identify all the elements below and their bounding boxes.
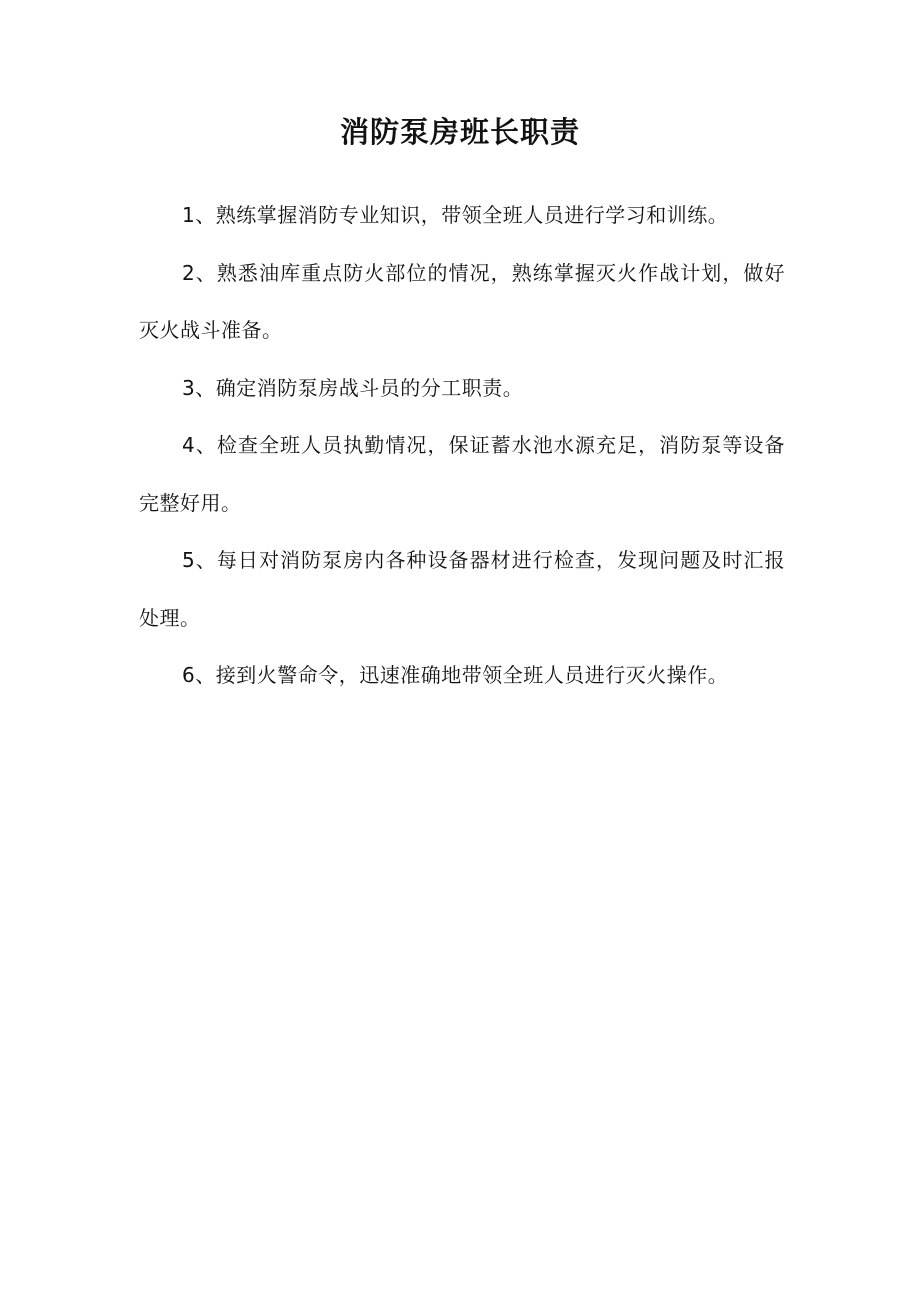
duty-item-5: 5、每日对消防泵房内各种设备器材进行检查，发现问题及时汇报处理。	[139, 548, 785, 630]
document-title: 消防泵房班长职责	[339, 115, 580, 149]
duty-item-2: 2、熟悉油库重点防火部位的情况，熟练掌握灭火作战计划，做好灭火战斗准备。	[139, 260, 785, 342]
duty-item-3: 3、确定消防泵房战斗员的分工职责。	[182, 375, 524, 400]
duty-item-6: 6、接到火警命令，迅速准确地带领全班人员进行灭火操作。	[182, 663, 729, 687]
duty-list	[139, 187, 785, 705]
duty-item-4: 4、检查全班人员执勤情况，保证蓄水池水源充足，消防泵等设备完整好用。	[139, 433, 785, 515]
duty-item-1: 1、熟练掌握消防专业知识，带领全班人员进行学习和训练。	[182, 203, 729, 227]
